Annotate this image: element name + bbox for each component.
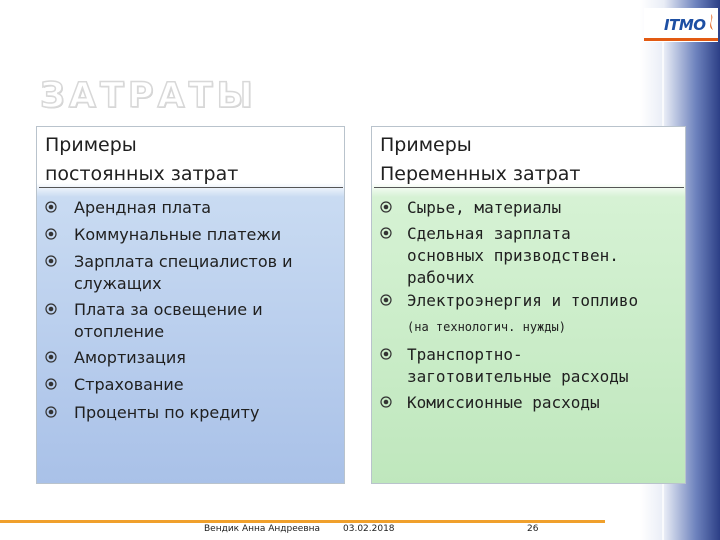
list-item: Амортизация xyxy=(45,347,186,369)
heading-line: Переменных затрат xyxy=(380,163,581,185)
page-title: ЗАТРАТЫ xyxy=(40,76,257,116)
bullet-icon xyxy=(380,396,392,408)
list-item: Сырье, материалы xyxy=(380,197,561,219)
bullet-icon xyxy=(380,348,392,360)
bullet-icon xyxy=(45,351,57,363)
list-item: Коммунальные платежи xyxy=(45,224,281,246)
list-item: Электроэнергия и топливо xyxy=(380,290,638,312)
list-item: Комиссионные расходы xyxy=(380,392,600,414)
list-item: Арендная плата xyxy=(45,197,211,219)
page-number: 26 xyxy=(527,524,539,534)
heading-line: Примеры xyxy=(45,134,137,156)
itmo-logo xyxy=(644,8,718,42)
variable-costs-heading xyxy=(380,131,580,189)
list-item: Проценты по кредиту xyxy=(45,402,259,424)
heading-divider xyxy=(374,187,684,188)
heading-line: постоянных затрат xyxy=(45,163,239,185)
list-item: Страхование xyxy=(45,374,184,396)
bullet-icon xyxy=(380,201,392,213)
heading-line: Примеры xyxy=(380,134,472,156)
fixed-costs-panel xyxy=(36,126,345,484)
list-item: Плата за освещение и отопление xyxy=(45,299,263,343)
footer-date: 03.02.2018 xyxy=(343,524,395,534)
bullet-icon xyxy=(380,294,392,306)
fuel-note: (на технологич. нужды) xyxy=(407,320,566,334)
list-item: Зарплата специалистов и служащих xyxy=(45,251,293,295)
heading-divider xyxy=(39,187,343,188)
bullet-icon xyxy=(45,255,57,267)
bullet-icon xyxy=(45,378,57,390)
list-item: Транспортно- заготовительные расходы xyxy=(380,344,629,388)
list-item: Сдельная зарплата основных призводствен. рабочих xyxy=(380,223,619,289)
bullet-icon xyxy=(380,227,392,239)
logo-text: ITMO xyxy=(664,16,706,34)
fixed-costs-heading xyxy=(45,131,238,189)
bullet-icon xyxy=(45,228,57,240)
bullet-icon xyxy=(45,303,57,315)
footer-author: Вендик Анна Андреевна xyxy=(204,524,321,534)
flame-icon xyxy=(707,14,716,30)
variable-costs-panel xyxy=(371,126,686,484)
footer-accent-line xyxy=(0,520,605,523)
bullet-icon xyxy=(45,201,57,213)
bullet-icon xyxy=(45,406,57,418)
logo-underline xyxy=(644,38,718,41)
